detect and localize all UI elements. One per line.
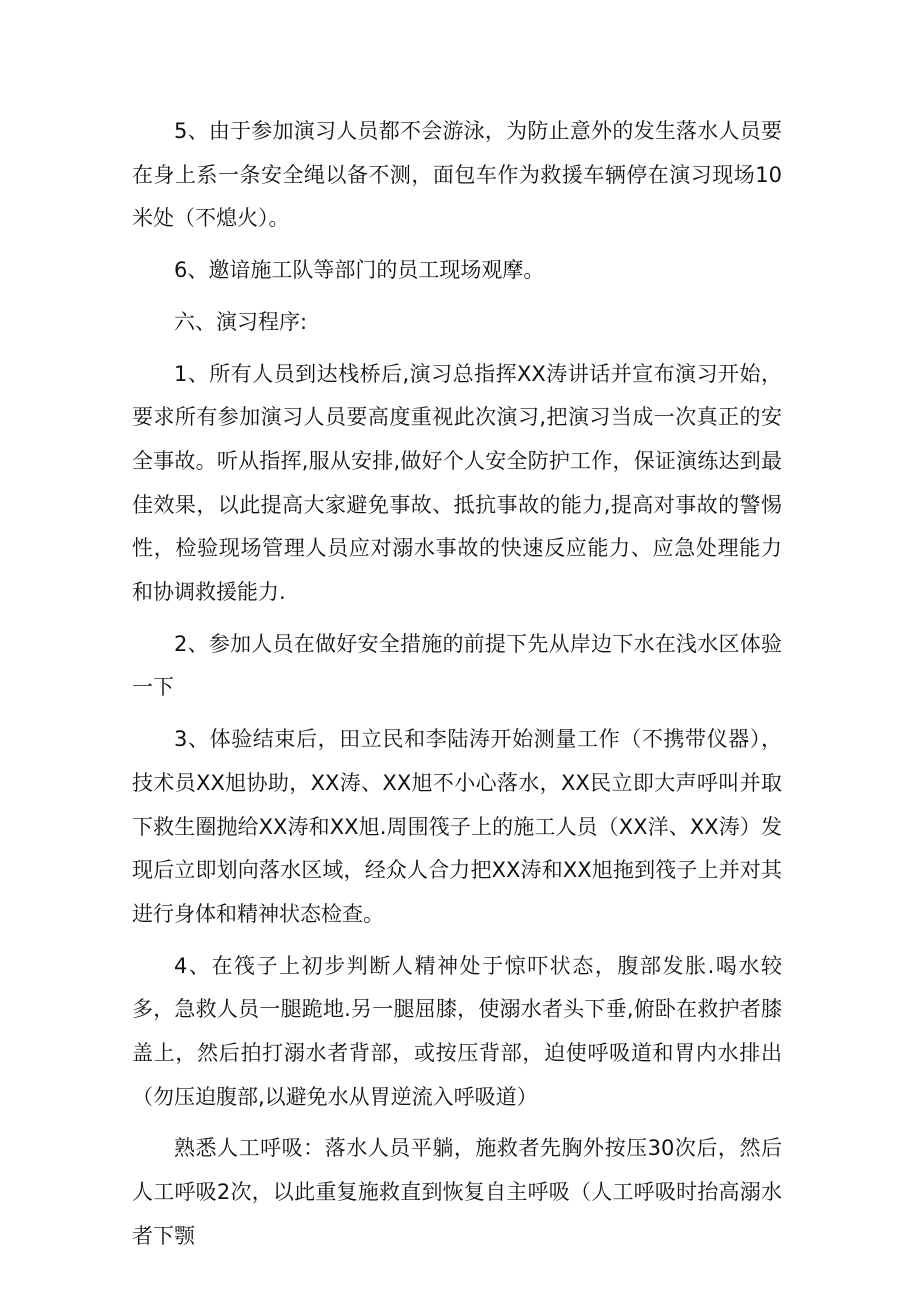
- paragraph-item-5: 5、由于参加演习人员都不会游泳，为防止意外的发生落水人员要在身上系一条安全绳以备不测，面包车作为救援车辆停在演习现场10米处（不熄火）。: [132, 119, 782, 231]
- paragraph-step-3: 3、体验结束后，田立民和李陆涛开始测量工作（不携带仪器），技术员XX旭协助，XX涛、XX旭不小心落水，XX民立即大声呼叫并取下救生圈抛给XX涛和XX旭.周围筏子上的施工人员（XX洋、XX涛）发现后立即划向落水区域，经众人合力把XX涛和XX旭拖到筏子上并对其进行身体和精神状态检查。: [132, 727, 782, 926]
- paragraph-cpr: 熟悉人工呼吸：落水人员平躺，施救者先胸外按压30次后，然后人工呼吸2次，以此重复施救直到恢复自主呼吸（人工呼吸时抬高溺水者下颚: [132, 1136, 782, 1248]
- paragraph-item-6: 6、邀谙施工队等部门的员工现场观摩。: [174, 258, 545, 283]
- document-body: [132, 110, 782, 1267]
- paragraph-step-2: 2、参加人员在做好安全措施的前提下先从岸边下水在浅水区体验一下: [132, 631, 782, 700]
- section-heading-drill-procedure: 六、演习程序:: [174, 309, 308, 334]
- paragraph-step-4: 4、在筏子上初步判断人精神处于惊吓状态，腹部发胀.喝水较多，急救人员一腿跪地.另一腿屈膝，使溺水者头下垂,俯卧在救护者膝盖上，然后拍打溺水者背部，或按压背部，迫使呼吸道和胃内水排出（勿压迫腹部,以避免水从胃逆流入呼吸道）: [132, 953, 782, 1109]
- paragraph-step-1: 1、所有人员到达栈桥后,演习总指挥XX涛讲话并宣布演习开始，要求所有参加演习人员要高度重视此次演习,把演习当成一次真正的安全事故。听从指挥,服从安排,做好个人安全防护工作，保证演练达到最佳效果，以此提高大家避免事故、抵抗事故的能力,提高对事故的警惕性，检验现场管理人员应对溺水事故的快速反应能力、应急处理能力和协调救援能力.: [132, 361, 782, 605]
